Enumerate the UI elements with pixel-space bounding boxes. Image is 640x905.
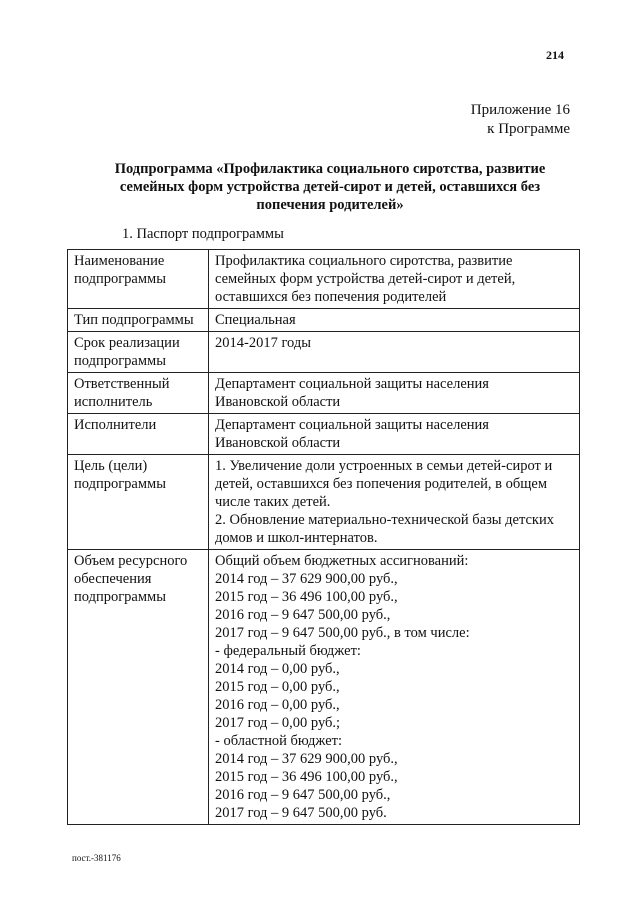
value-line: - областной бюджет: — [215, 733, 343, 749]
value-line: домов и школ-интернатов. — [215, 530, 378, 546]
passport-row-value — [209, 373, 580, 414]
passport-row-value — [209, 309, 580, 332]
value-line: 2014 год – 37 629 900,00 руб., — [215, 751, 398, 767]
value-line: 2015 год – 36 496 100,00 руб., — [215, 769, 398, 785]
label-line: Объем ресурсного — [74, 553, 188, 569]
label-line: Наименование — [74, 253, 165, 269]
value-line: 2016 год – 0,00 руб., — [215, 697, 340, 713]
passport-row-label — [68, 373, 209, 414]
value-line: 2014-2017 годы — [215, 335, 311, 351]
title-line: семейных форм устройства детей-сирот и детей, оставшихся без — [119, 179, 541, 195]
value-line: 2014 год – 0,00 руб., — [215, 661, 340, 677]
subprogram-title — [100, 160, 560, 214]
passport-row — [68, 373, 580, 414]
value-line: 2017 год – 9 647 500,00 руб. — [215, 805, 387, 821]
value-line: 2. Обновление материально-технической базы детских — [215, 512, 554, 528]
passport-row-value — [209, 332, 580, 373]
passport-row-value — [209, 250, 580, 309]
passport-row — [68, 414, 580, 455]
label-line: Тип подпрограммы — [74, 312, 194, 328]
value-line: 2015 год – 0,00 руб., — [215, 679, 340, 695]
page-number: 214 — [546, 48, 564, 62]
value-line: 2017 год – 9 647 500,00 руб., в том числе: — [215, 625, 470, 641]
passport-row-label — [68, 250, 209, 309]
value-line: Общий объем бюджетных ассигнований: — [215, 553, 469, 569]
title-line: Подпрограмма «Профилактика социального сиротства, развитие — [114, 161, 546, 177]
value-line: 2017 год – 0,00 руб.; — [215, 715, 341, 731]
passport-row — [68, 250, 580, 309]
value-line: числе таких детей. — [215, 494, 331, 510]
passport-table-body — [68, 250, 580, 825]
value-line: детей, оставшихся без попечения родителей, в общем — [215, 476, 548, 492]
label-line: Исполнители — [74, 417, 157, 433]
passport-row-label — [68, 550, 209, 825]
value-line: 2016 год – 9 647 500,00 руб., — [215, 787, 391, 803]
passport-row-value — [209, 455, 580, 550]
label-line: Срок реализации — [74, 335, 180, 351]
passport-heading: 1. Паспорт подпрограммы — [122, 226, 284, 242]
value-line: Ивановской области — [215, 394, 341, 410]
value-line: 1. Увеличение доли устроенных в семьи детей-сирот и — [215, 458, 553, 474]
passport-row-label — [68, 309, 209, 332]
value-line: 2015 год – 36 496 100,00 руб., — [215, 589, 398, 605]
passport-row — [68, 332, 580, 373]
passport-row — [68, 550, 580, 825]
label-line: подпрограммы — [74, 476, 166, 492]
passport-row-value — [209, 414, 580, 455]
appendix-line: Приложение 16 — [470, 102, 570, 118]
passport-row-value — [209, 550, 580, 825]
passport-row-label — [68, 455, 209, 550]
value-line: Департамент социальной защиты населения — [215, 417, 489, 433]
value-line: 2016 год – 9 647 500,00 руб., — [215, 607, 391, 623]
value-line: Ивановской области — [215, 435, 341, 451]
value-line: семейных форм устройства детей-сирот и детей, — [215, 271, 516, 287]
passport-row — [68, 309, 580, 332]
label-line: Ответственный — [74, 376, 170, 392]
label-line: исполнитель — [74, 394, 153, 410]
label-line: обеспечения — [74, 571, 152, 587]
passport-table — [67, 249, 580, 825]
value-line: 2014 год – 37 629 900,00 руб., — [215, 571, 398, 587]
appendix-line: к Программе — [487, 121, 570, 137]
title-line: попечения родителей» — [256, 197, 404, 213]
value-line: Специальная — [215, 312, 296, 328]
value-line: - федеральный бюджет: — [215, 643, 361, 659]
label-line: подпрограммы — [74, 589, 166, 605]
appendix-reference — [471, 101, 570, 139]
label-line: подпрограммы — [74, 353, 166, 369]
passport-row — [68, 455, 580, 550]
label-line: Цель (цели) — [74, 458, 148, 474]
value-line: оставшихся без попечения родителей — [215, 289, 447, 305]
value-line: Департамент социальной защиты населения — [215, 376, 489, 392]
passport-row-label — [68, 414, 209, 455]
value-line: Профилактика социального сиротства, развитие — [215, 253, 513, 269]
label-line: подпрограммы — [74, 271, 166, 287]
document-code: пост.-381176 — [72, 853, 121, 863]
passport-row-label — [68, 332, 209, 373]
